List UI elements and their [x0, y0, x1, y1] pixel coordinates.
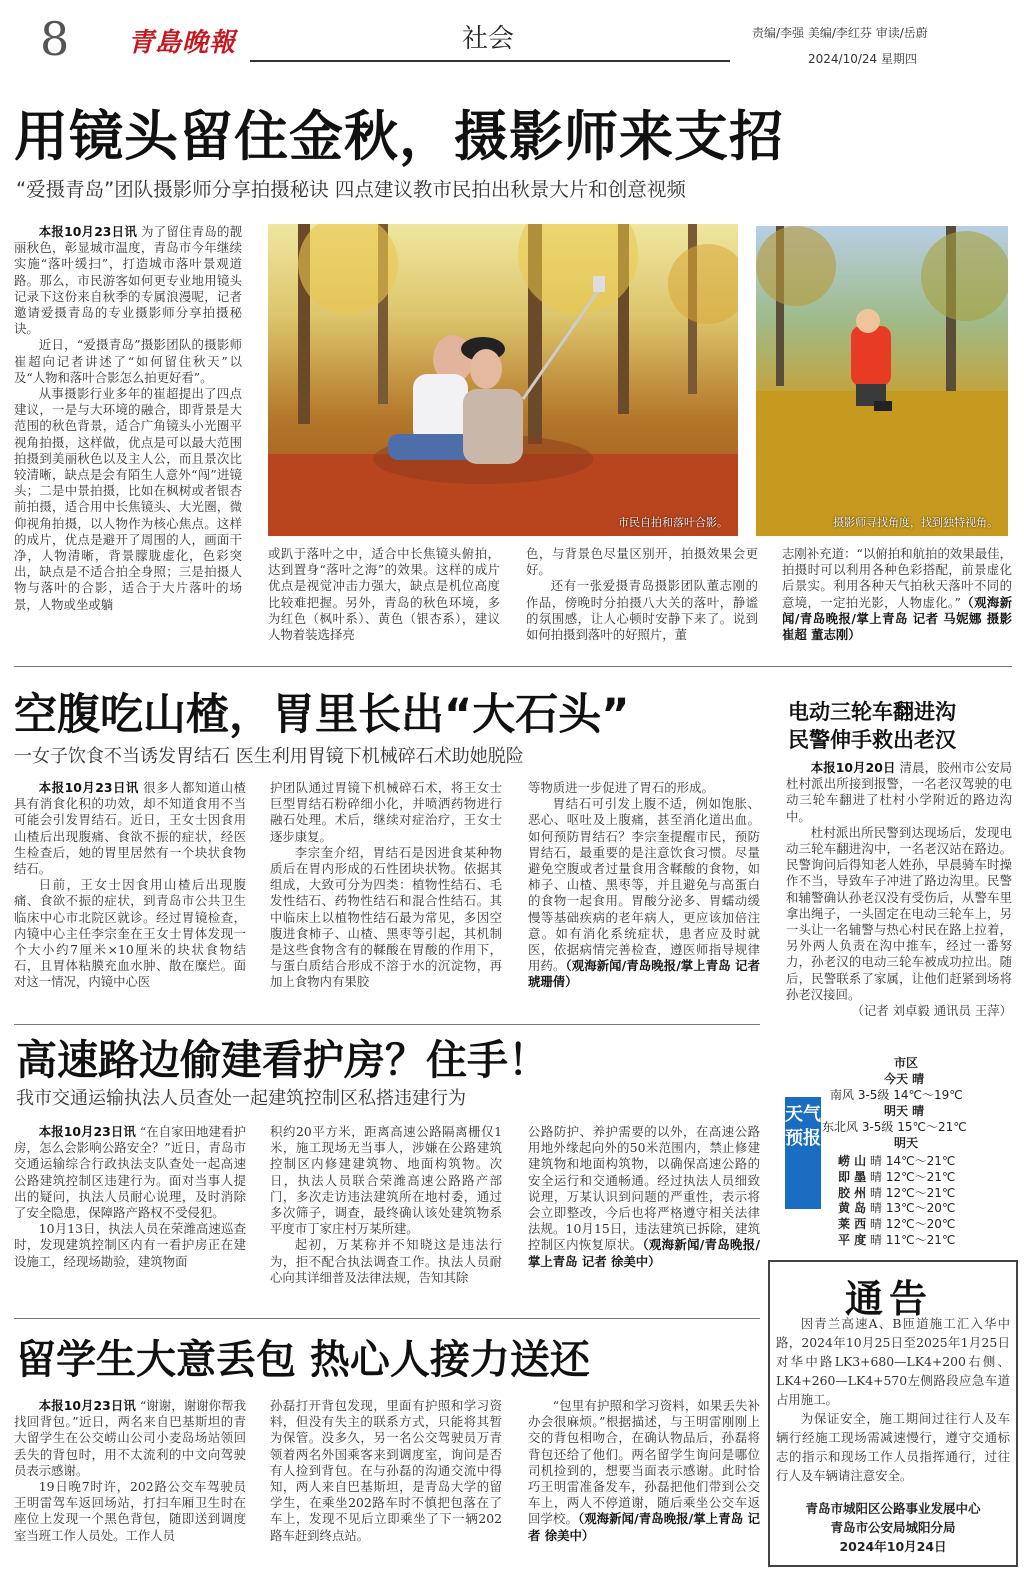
photo-photographer [756, 226, 1008, 536]
section-title: 社会 [462, 24, 515, 54]
article1-col1-text: 为了留住青岛的靓丽秋色，彰显城市温度，青岛市今年继续实施“落叶缓扫”，打造城市落叶景观道路。那么，市民游客如何更专业地用镜头记录下这份来自秋季的专属浪漫呢，记者邀请爱摄青岛的专业摄影师分享拍摄秘诀。 [14, 224, 242, 337]
notice-title: 通告 [845, 1276, 934, 1321]
page-number: 8 [40, 12, 70, 66]
weather-today-wind: 南风 3-5级 14℃～19℃ [830, 1088, 963, 1102]
weather-table [838, 1154, 1008, 1249]
notice-paragraph-1: 因青兰高速A、B匝道施工汇入华中路，2024年10月25日至2025年1月25日对华中路LK3+680—LK4+200右侧、LK4+260—LK4+570左侧路段应急车道占用施工。 [776, 1316, 1010, 1407]
article2-byline: （观海新闻/青岛晚报/掌上青岛 记者 琥珊倩） [528, 958, 760, 990]
article2-subtitle: 一女子饮食不当诱发胃结石 医生利用胃镜下机械碎石术助她脱险 [14, 746, 524, 767]
article4-subtitle: 我市交通运输执法人员查处一起建筑控制区私搭违建行为 [16, 1088, 466, 1109]
article2-col1-text: 很多人都知道山楂具有消食化积的功效，却不知道食用不当可能会引发胃结石。近日，王女士因食用山楂后出现腹痛、食欲不振的症状，经医生检查后，她的胃里居然有一个块状食物结石。 [14, 780, 246, 877]
article4-headline: 高速路边偷建看护房？住手！ [16, 1036, 549, 1084]
photo1-caption: 市民自拍和落叶合影。 [618, 516, 728, 529]
article4-col2-text: 积约20平方米，距离高速公路隔离栅仅1米，施工现场无当事人，涉嫌在公路建筑控制区内修建建筑物、地面构筑物。次日，执法人员联合荣潍高速公路路产部门，多次走访违法建筑所在地村委，通过多次筛子，调查，最终确认该处建筑物系平度市丁家庄村万某所建。 [270, 1124, 502, 1237]
weather-city: 市区 [894, 1056, 919, 1070]
article5-col1b-text: 19日晚7时许，202路公交车驾驶员王明雷驾车返回场站，打扫车厢卫生时在座位上发现一个黑色背包，随即送到调度室当班工作人员处。工作人员 [14, 1479, 246, 1543]
article1-col4-text: 志刚补充道：“以俯拍和航拍的效果最佳，拍摄时可以利用各种色彩搭配，前景虚化后景实。利用各种天气拍秋天落叶不同的意境，一定拍光影，人物虚化。” [782, 546, 1012, 610]
article4-byline: （观海新闻/青岛晚报/掌上青岛 记者 徐美中） [528, 1237, 760, 1269]
weather-tomorrow-2: 明天 [894, 1136, 919, 1150]
weather-row: 平 度 晴 11℃～21℃ [838, 1232, 956, 1247]
notice-date: 2024年10月24日 [839, 1539, 947, 1554]
article5-col1-text: “谢谢，谢谢你帮我找回背包。”近日，两名来自巴基斯坦的青大留学生在公交崂山公司小麦岛场站领回丢失的背包时，用不太流利的中文向驾驶员表示感谢。 [14, 1398, 246, 1478]
article5-col2-text: 孙磊打开背包发现，里面有护照和学习资料，但没有失主的联系方式，只能将其暂为保管。没多久，另一名公交驾驶员万青领着两名外国乘客来到调度室，询问是否有人捡到背包。在与孙磊的沟通交流中得知，两人来自巴基斯坦，是青岛大学的留学生，在乘坐202路车时不慎把包落在了车上，发现不见后立即乘坐了下一辆202路车赶到终点站。 [270, 1398, 502, 1543]
article3-lead: 本报10月20日 [810, 760, 896, 775]
weather-row: 黄 岛 晴 13℃～20℃ [838, 1201, 956, 1216]
notice-paragraph-2: 为保证安全，施工期间过往行人及车辆行经施工现场需减速慢行，遵守交通标志的指示和现场工作人员指挥通行，过往行人及车辆请注意安全。 [776, 1411, 1010, 1483]
notice-signer-1: 青岛市城阳区公路事业发展中心 [805, 1501, 981, 1516]
article4-column-2 [270, 1124, 502, 1302]
weather-forecast-badge: 天气预报 [785, 1097, 821, 1209]
photo-selfie [268, 224, 738, 536]
issue-date: 2024/10/24 星期四 [808, 52, 917, 66]
weather-today: 今天 晴 [884, 1072, 925, 1086]
weather-tomorrow: 明天 晴 [884, 1104, 925, 1118]
article1-col3-text: 色，与背景色尽量区别开，拍摄效果会更好。 [526, 546, 758, 578]
article3-headline-2: 民警伸手救出老汉 [788, 728, 956, 752]
article5-headline: 留学生大意丢包 热心人接力送还 [16, 1337, 590, 1383]
weather-row: 即 墨 晴 12℃～21℃ [838, 1169, 956, 1184]
article3-body [786, 760, 1012, 1036]
article2-column-3 [528, 780, 760, 1004]
article1-column-1 [14, 224, 242, 656]
article5-column-1 [14, 1398, 246, 1566]
photo-photographer-art [756, 226, 1008, 536]
article1-subtitle: “爱摄青岛”团队摄影师分享拍摄秘诀 四点建议教市民拍出秋景大片和创意视频 [16, 178, 686, 201]
notice-body [776, 1314, 1010, 1485]
article5-column-3 [528, 1398, 760, 1566]
notice-signer-2: 青岛市公安局城阳分局 [830, 1520, 956, 1535]
article1-col1b-text: 近日，“爱摄青岛”摄影团队的摄影师崔超向记者讲述了“如何留住秋天”以及“人物和落叶合影怎么拍更好看”。 [14, 337, 242, 385]
article2-headline: 空腹吃山楂，胃里长出“大石头” [14, 690, 630, 740]
article3-body2-text: 杜村派出所民警到达现场后，发现电动三轮车翻进沟中，一名老汉站在路边。民警询问后得知老人姓孙，早晨骑车时操作不当，导致车子冲进了路边沟里。民警和辅警确认孙老汉没有受伤后，从警车里拿出绳子，一头固定在电动三轮车上，另一头让一名辅警与热心村民在路上拉着，另外两人负责在沟中推车，经过一番努力，孙老汉的电动三轮车被成功拉出。随后，民警联系了家属，让他们赶紧到场将孙老汉接回。 [786, 824, 1012, 1002]
article2-col3b-text: 胃结石可引发上腹不适，例如饱胀、恶心、呕吐及上腹痛，甚至消化道出血。如何预防胃结石？李宗奎提醒市民，预防胃结石，最重要的是注意饮食习惯。尽量避免空腹或者过量食用含鞣酸的食物，如柿子、山楂、黑枣等，并且避免与高蛋白的食物一起食用。胃酸分泌多、胃蠕动缓慢等基础疾病的老年病人，更应该加倍注意。如有消化系统症状，患者应及时就医，依据病情完善检查，遵医师指导规律用药。 [528, 796, 760, 974]
article3-headline: 电动三轮车翻进沟 [788, 700, 956, 724]
article2-lead: 本报10月23日讯 [38, 780, 139, 795]
divider-2 [14, 1024, 760, 1025]
article1-column-2 [268, 546, 500, 656]
article4-col1b-text: 10月13日，执法人员在荣潍高速巡查时，发现建筑控制区内有一看护房正在建设施工，经现场勘验，建筑物面 [14, 1221, 246, 1269]
article4-col2b-text: 起初，万某称并不知晓这是违法行为，拒不配合执法调查工作。执法人员耐心向其详细普及法律法规，告知其除 [270, 1237, 502, 1285]
article2-col1b-text: 日前，王女士因食用山楂后出现腹痛、食欲不振的症状，到青岛市公共卫生临床中心市北院区就诊。经过胃镜检查，内镜中心主任李宗奎在王女士胃体发现一个大小约7厘米×10厘米的块状食物结石，且胃体粘膜充血水肿、散在糜烂。面对这一情况，内镜中心医 [14, 877, 246, 990]
photo-selfie-art [268, 224, 738, 536]
weather-tomorrow-wind: 东北风 3-5级 15℃～21℃ [822, 1120, 967, 1134]
article1-lead: 本报10月23日讯 [38, 224, 137, 239]
article1-col1c-text: 从事摄影行业多年的崔超提出了四点建议，一是与大环境的融合，即背景是大范围的秋色背景，适合广角镜头小光圈平视角拍摄，这样做，优点是可以最大范围拍摄到美丽秋色以及主人公，而且景次比较清晰，缺点是会有陌生人意外“闯”进镜头；二是中景拍摄，比如在枫树或者银杏前拍摄，适合用中长焦镜头、大光圈，微仰视角拍摄，以人物作为核心焦点。这样的成片，优点是避开了周围的人，画面干净，人物清晰，背景朦胧虚化，色彩突出，缺点是不适合拍全身照；三是拍摄人物与落叶的合影，适合于大片落叶的场景，人物或坐或躺 [14, 386, 242, 612]
article4-lead: 本报10月23日讯 [38, 1124, 136, 1139]
article2-col3-text: 等物质进一步促进了胃石的形成。 [528, 780, 714, 795]
article2-col2-text: 护团队通过胃镜下机械碎石术，将王女士巨型胃结石粉碎细小化，并喷洒药物进行融石处理。术后，继续对症治疗，王女士逐步康复。 [270, 780, 502, 844]
article4-col3-text: 公路防护、养护需要的以外，在高速公路用地外缘起向外的50米范围内，禁止修建建筑物和地面构筑物，以确保高速公路的安全运行和交通畅通。经过执法人员细致说理，万某认识到问题的严重性，表示将会立即整改，今后也将严格遵守相关法律法规。10月15日，违法建筑已拆除，建筑控制区内恢复原状。 [528, 1124, 760, 1253]
photo2-caption: 摄影师寻找角度，找到独特视角。 [833, 516, 998, 529]
article3-body-text: 清晨，胶州市公安局杜村派出所接到报警，一名老汉驾驶的电动三轮车翻进了杜村小学附近的路边沟中。 [786, 760, 1012, 824]
newspaper-logo: 青島晚報 [128, 28, 237, 58]
editor-credits: 责编/李强 美编/李红芬 审读/岳蔚 [752, 26, 928, 40]
article1-column-4 [782, 546, 1012, 656]
article3-byline: （记者 刘卓毅 通讯员 王萍） [851, 1003, 1012, 1019]
article2-column-1 [14, 780, 246, 1004]
article5-column-2 [270, 1398, 502, 1566]
article2-col2b-text: 李宗奎介绍，胃结石是因进食某种物质后在胃内形成的石性团块状物。依据其组成，大致可分为四类：植物性结石、毛发性结石、药物性结石和混合性结石。其中临床上以植物性结石最为常见，多因空腹进食柿子、山楂、黑枣等引起，其机制是这些食物含有的鞣酸在胃酸的作用下，与蛋白质结合形成不溶于水的沉淀物，再加上食物内有果胶 [270, 844, 502, 990]
article5-col3-text: “包里有护照和学习资料，如果丢失补办会很麻烦。”根据描述，与王明雷刚刚上交的背包相吻合，在确认物品后，孙磊将背包还给了他们。两名留学生询问是哪位司机捡到的，想要当面表示感谢。此时恰巧王明雷准备发车，孙磊把他们带到公交车上，两人不停道谢，随后乘坐公交车返回学校。 [528, 1398, 760, 1527]
article4-col1-text: “在自家田地建看护房，怎么会影响公路安全？”近日，青岛市交通运输综合行政执法支队查处一起高速公路建筑控制区违建行为。面对当事人提出的疑问，执法人员耐心说理，及时消除了安全隐患，保障路产路权不受侵犯。 [14, 1124, 246, 1221]
divider-3 [14, 1318, 760, 1319]
article1-col3b-text: 还有一张爱摄青岛摄影团队董志刚的作品，傍晚时分拍摄八大关的落叶，静谧的氛围感，让人心顿时安静下来了。说到如何拍摄到落叶的好照片，董 [526, 578, 758, 643]
weather-row: 莱 西 晴 12℃～20℃ [838, 1217, 956, 1232]
article1-column-3 [526, 546, 758, 656]
header-rule [250, 60, 730, 62]
weather-row: 胶 州 晴 12℃～21℃ [838, 1185, 956, 1200]
article1-byline: （观海新闻/青岛晚报/掌上青岛 记者 马妮娜 摄影 崔超 董志刚） [782, 594, 1012, 643]
divider-1 [14, 666, 1012, 667]
article1-col2-text: 或趴于落叶之中，适合中长焦镜头俯拍，达到置身“落叶之海”的效果。这样的成片优点是视觉冲击力强大，缺点是机位高度比较难把握。另外，青岛的秋色环境，多为红色（枫叶系）、黄色（银杏系），建议人物着装选择亮 [268, 546, 500, 643]
article5-lead: 本报10月23日讯 [38, 1398, 136, 1413]
article4-column-1 [14, 1124, 246, 1302]
weather-row: 崂 山 晴 14℃～21℃ [838, 1154, 956, 1168]
article1-headline: 用镜头留住金秋，摄影师来支招 [14, 105, 784, 168]
article4-column-3 [528, 1124, 760, 1302]
article5-byline: （观海新闻/青岛晚报/掌上青岛 记者 徐美中） [528, 1511, 760, 1543]
article2-column-2 [270, 780, 502, 1004]
